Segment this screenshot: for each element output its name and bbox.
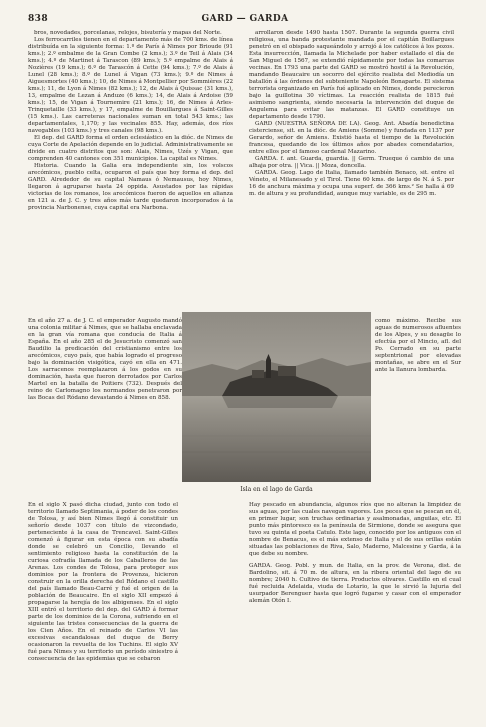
paragraph: Hay pescado en abundancia, algunos ríos que no alteran la limpidez de sus aguas, por las cuales navegan vapores. Los peces que se pescan en él, en primer lugar, son truchas ordinarias y asalmonadas, anguilas, etc. El punto más pintoresco es la península de Sirmione, donde se asegura que tuvo su quinta el poeta Catulo. Este lago, conocido por los antiguos con el nombre de Benacus, es el más extenso de Italia y el de sus orillas están situadas las poblaciones de Riva, Salo, Maderno, Malcesine y Garda, á la que debe su nombre. [249,501,461,557]
page-header [28,14,462,28]
paragraph: arrollaron desde 1490 hasta 1507. Durante la segunda guerra civil religiosa, una banda protestante mandada por el capitán Boillargues penetró en el obispado saqueándolo y arrojó á los católicos á los pozos. Esta insurrección, llamada la Michelade por haber estallado el día de San Miguel de 1567, se extendió rápidamente por todas las comarcas vecinas. En 1793 una parte del GARD se mostró hostil á la Revolución, mandando Beaucaire un socorro del ejército realista del Mediodía un batallón á las órdenes del subteniente Napoleón Bonaparte. El sistema terrorista organizado en París fué aplicado en Nimes, donde perecieron bajo la guillotina 30 víctimas. La reacción realista de 1815 fué asimismo sangrienta, siendo necesaria la intervención del duque de Angulema para evitar las matanzas. El GARD constituye un departamento desde 1790. [249,30,454,120]
lake-island-photo [182,312,371,482]
paragraph: GARDA. f. ant. Guarda, guardia. || Germ. Trueque ó cambio de una alhaja por otra. || Vica. || Moza, doncella. [249,156,454,169]
paragraph: Los ferrocarriles tienen en el departamento más de 700 kms. de línea distribuída en la siguiente forma: 1.º de París á Nimes por Brioude (91 kms.); 2.º embalme de la Gran Combe (2 kms.); 3.º de Teil á Alais (34 kms.); 4.º de Martinet á Tarascon (89 kms.); 5.º empalme de Alais á Nozières (19 kms.); 6.º de Tarascón á Cette (94 kms.); 7.º de Alais á Lunel (28 kms.); 8.º de Lunel á Vigan (73 kms.); 9.º de Nimes á Aiguesmortes (40 kms.); 10, de Nimes á Montpellier por Sommières (22 kms.); 11, de Lyon á Nimes (82 kms.); 12, de Alais á Quissac (31 kms.), 13, empalme de Lezan á Anduze (6 kms.); 14, de Alais á Ardoise (59 kms.); 15, de Vigan á Tournemire (21 kms.); 16, de Nimes á Arles-Trinquetaille (33 kms.), y 17, empalme de Bouillargues á Saint-Gilles (15 kms.). Las carreteras nacionales suman en total 543 kms.; las departamentales, 1,170; y las vecinales 855. Hay, además, dos ríos navegables (103 kms.) y tres canales (98 kms.). [28,37,233,134]
paragraph: El dep. del GARD forma el orden eclesiástico en la dióc. de Nimes de cuya Corte de Apelación depende en lo judicial. Administrativamente se divide en cuatro distritos que son: Alais, Nimes, Uzés y Vigan, que comprenden 40 cantones con 351 municipios. La capital es Nimes. [28,135,233,162]
paragraph: En el año 27 a. de J. C. el emperador Augusto mandó una colonia militar á Nimes, que se hallaba enclavada en la gran vía romana que conducía de Italia á España. En el año 285 el de Jesucristo comenzó san Baudilio la predicación del cristianismo entre los arecómicos, cuyo país, que había logrado el progreso bajo la dominación visigótica, cayó en ella en 471. Los sarracenos reemplazaron á los godos en su dominación, hasta que fueron derrotados por Carlos Martel en la batalla de Poitiers (732). Después del reino de Carlomagno los normandos penetraron por las Bocas del Ródano devastando á Nimes en 858. [28,317,182,401]
paragraph: Historia. Cuando la Galia era independiente sin, los volscos arecómicos, pueblo celta, ocuparon el país que hoy forma el dep. del GARD. Alrededor de su capital Namaus ó Nemausus, hoy Nimes, llegaron á agruparse hasta 24 oppida. Asustados por las rápidas victorias de los romanos, los arecómicos fueron de aquellos en alianza en 121 a. de J. C. y tres años más tarde quedaron incorporados á la provincia Narbonense, cuya capital era Narbona. [28,163,233,211]
left-column-bottom [28,496,178,668]
right-column-top [249,30,454,198]
figure-caption: Isla en el lago de Garda [240,486,313,493]
right-column-bottom [249,496,461,611]
paragraph: como máximo. Recibe sus aguas de numerosos afluentes de los Alpes, y su desagüe lo efectúa por el Mincio, afl. del Po. Cerrado en su parte septentrional por elevadas montañas, se abre en el Sur ante la llanura lombarda. [375,317,461,373]
paragraph: bros, novedades, porcelanas, relojes, bisutería y mapas del Norte. [34,30,222,36]
paragraph: GARDA. Geog. Lago de Italia, llamado también Benaco, sit. entre el Véneto, el Milanesado y el Tirol. Tiene 60 kms. de largo de N. á S. por 16 de anchura máxima y ocupa una superf. de 366 kms.² Se halla á 69 m. de altura y su profundidad, aunque muy variable, es de 295 m. [249,170,454,197]
left-column-beside-figure [28,312,182,407]
photo-illustration [182,312,371,482]
paragraph: GARDA. Geog. Pobl. y mun. de Italia, en la prov. de Verona, dist. de Bardolino, sit. á 70 m. de altura, en la ribera oriental del lago de su nombre; 2040 h. Cultivo de tierra. Productos olivares. Castillo en el cual fué recluida Adelaida, viuda de Lotario, la que le sirvió la lujuria del usurpador Berenguer hasta que logró fugarse y casar con el emperador alemán Otón I. [249,563,461,605]
left-column-top [28,30,233,212]
page-number: 838 [28,14,48,24]
running-title: GARD — GARDA [201,14,289,24]
right-column-beside-figure [375,312,461,379]
paragraph: En el siglo X pasó dicha ciudad, junto con todo el territorio llamado Septimania, á poder de los condes de Tolosa, y así bien Nimes llegó á constituir un señorío desde 1037 con título de vizcondado, perteneciente á la casa de Trencavel. Saint-Gilles comenzó á figurar en esta época con su abadía donde se celebró un Concilio, llevando el sentimiento religioso hasta la constitución de la curiosa cofradía llamada de los Caballeros de las Arenas. Los condes de Tolosa, para proteger sus dominios por la frontera de Provenza, hicieron construir en la orilla derecha del Ródano el castillo del país llamado Beau-Carré y fué el origen de la población de Beaucaire. En el siglo XII empezó á propagarse la herejía de los albigenses. En el siglo XIII entró el territorio del dep. del GARD á formar parte de los dominios de la Corona, sufriendo en el siguiente las tristes consecuencias de la guerra de los Cien Años. En el reinado de Carlos VI las excesivas escandalosas del duque de Berry ocasionaron la revuelta de los Tuchins. El siglo XV fué para Nimes y su territorio un período siniestro á consecuencia de las epidemias que se cebaron [28,501,178,662]
paragraph: GARD (NUESTRA SEÑORA DE LA). Geog. Ant. Abadía benedictina cisterciense, sit. en la dióc. de Amiens (Somme) y fundada en 1137 por Gerardo, señor de Amiens. Existió hasta el tiempo de la Revolución francesa, quedando de los últimos años por abades comendatarios, entre ellos por el famoso cardenal Mazarino. [249,121,454,155]
